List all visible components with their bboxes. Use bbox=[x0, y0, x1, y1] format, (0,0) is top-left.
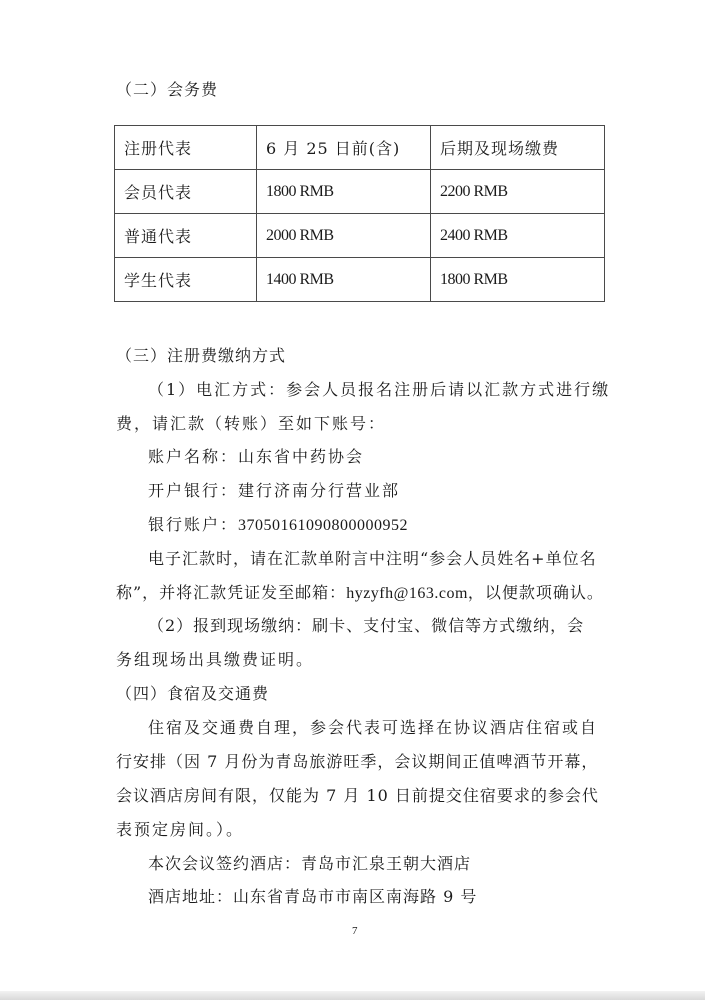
account-number: 37050161090800000952 bbox=[238, 517, 409, 534]
table-row bbox=[115, 170, 605, 214]
table-cell: 2000 RMB bbox=[257, 214, 431, 258]
table-row bbox=[115, 214, 605, 258]
remittance-note-line-1: 电子汇款时，请在汇款单附言中注明“参会人员姓名+单位名 bbox=[148, 549, 597, 568]
remittance-note-suffix: ，以便款项确认。 bbox=[467, 583, 604, 602]
table-row bbox=[115, 258, 605, 302]
header-cell: 6 月 25 日前(含) bbox=[257, 126, 431, 170]
hotel-address: 酒店地址：山东省青岛市市南区南海路 9 号 bbox=[148, 887, 478, 906]
bank-name: 开户银行：建行济南分行营业部 bbox=[148, 481, 401, 500]
page-number: 7 bbox=[352, 925, 358, 937]
account-label: 银行账户： bbox=[148, 515, 239, 534]
page-bottom-edge bbox=[0, 991, 705, 1000]
onsite-payment-line-1: （2）报到现场缴纳：刷卡、支付宝、微信等方式缴纳，会 bbox=[148, 616, 585, 635]
lodging-line-1: 住宿及交通费自理，参会代表可选择在协议酒店住宿或自 bbox=[148, 718, 599, 737]
payment-heading: （三）注册费缴纳方式 bbox=[116, 346, 287, 365]
remittance-note-line-2 bbox=[116, 580, 604, 603]
account-number-line bbox=[148, 512, 408, 535]
table-cell: 学生代表 bbox=[115, 258, 257, 302]
table-cell: 普通代表 bbox=[115, 214, 257, 258]
table-cell: 1400 RMB bbox=[257, 258, 431, 302]
email-address: hyzyfh@163.com bbox=[346, 585, 468, 602]
account-name: 账户名称：山东省中药协会 bbox=[148, 447, 365, 466]
table-header-row bbox=[115, 126, 605, 170]
table-cell: 会员代表 bbox=[115, 170, 257, 214]
contract-hotel: 本次会议签约酒店：青岛市汇泉王朝大酒店 bbox=[148, 854, 472, 873]
table-cell: 1800 RMB bbox=[257, 170, 431, 214]
wire-transfer-line-2: 费，请汇款（转账）至如下账号： bbox=[116, 414, 387, 433]
table-cell: 1800 RMB bbox=[431, 258, 605, 302]
lodging-line-4: 表预定房间。）。 bbox=[116, 820, 245, 839]
fees-heading: （二）会务费 bbox=[116, 80, 219, 99]
fee-table bbox=[114, 125, 605, 302]
lodging-heading: （四）食宿及交通费 bbox=[116, 684, 270, 703]
header-cell: 注册代表 bbox=[115, 126, 257, 170]
header-cell: 后期及现场缴费 bbox=[431, 126, 605, 170]
wire-transfer-line-1: （1）电汇方式：参会人员报名注册后请以汇款方式进行缴 bbox=[148, 380, 611, 399]
table-cell: 2400 RMB bbox=[431, 214, 605, 258]
onsite-payment-line-2: 务组现场出具缴费证明。 bbox=[116, 650, 315, 669]
lodging-line-3: 会议酒店房间有限，仅能为 7 月 10 日前提交住宿要求的参会代 bbox=[116, 786, 599, 805]
lodging-line-2: 行安排（因 7 月份为青岛旅游旺季，会议期间正值啤酒节开幕， bbox=[116, 752, 599, 771]
table-cell: 2200 RMB bbox=[431, 170, 605, 214]
remittance-note-text: 称”，并将汇款凭证发至邮箱： bbox=[116, 583, 347, 602]
